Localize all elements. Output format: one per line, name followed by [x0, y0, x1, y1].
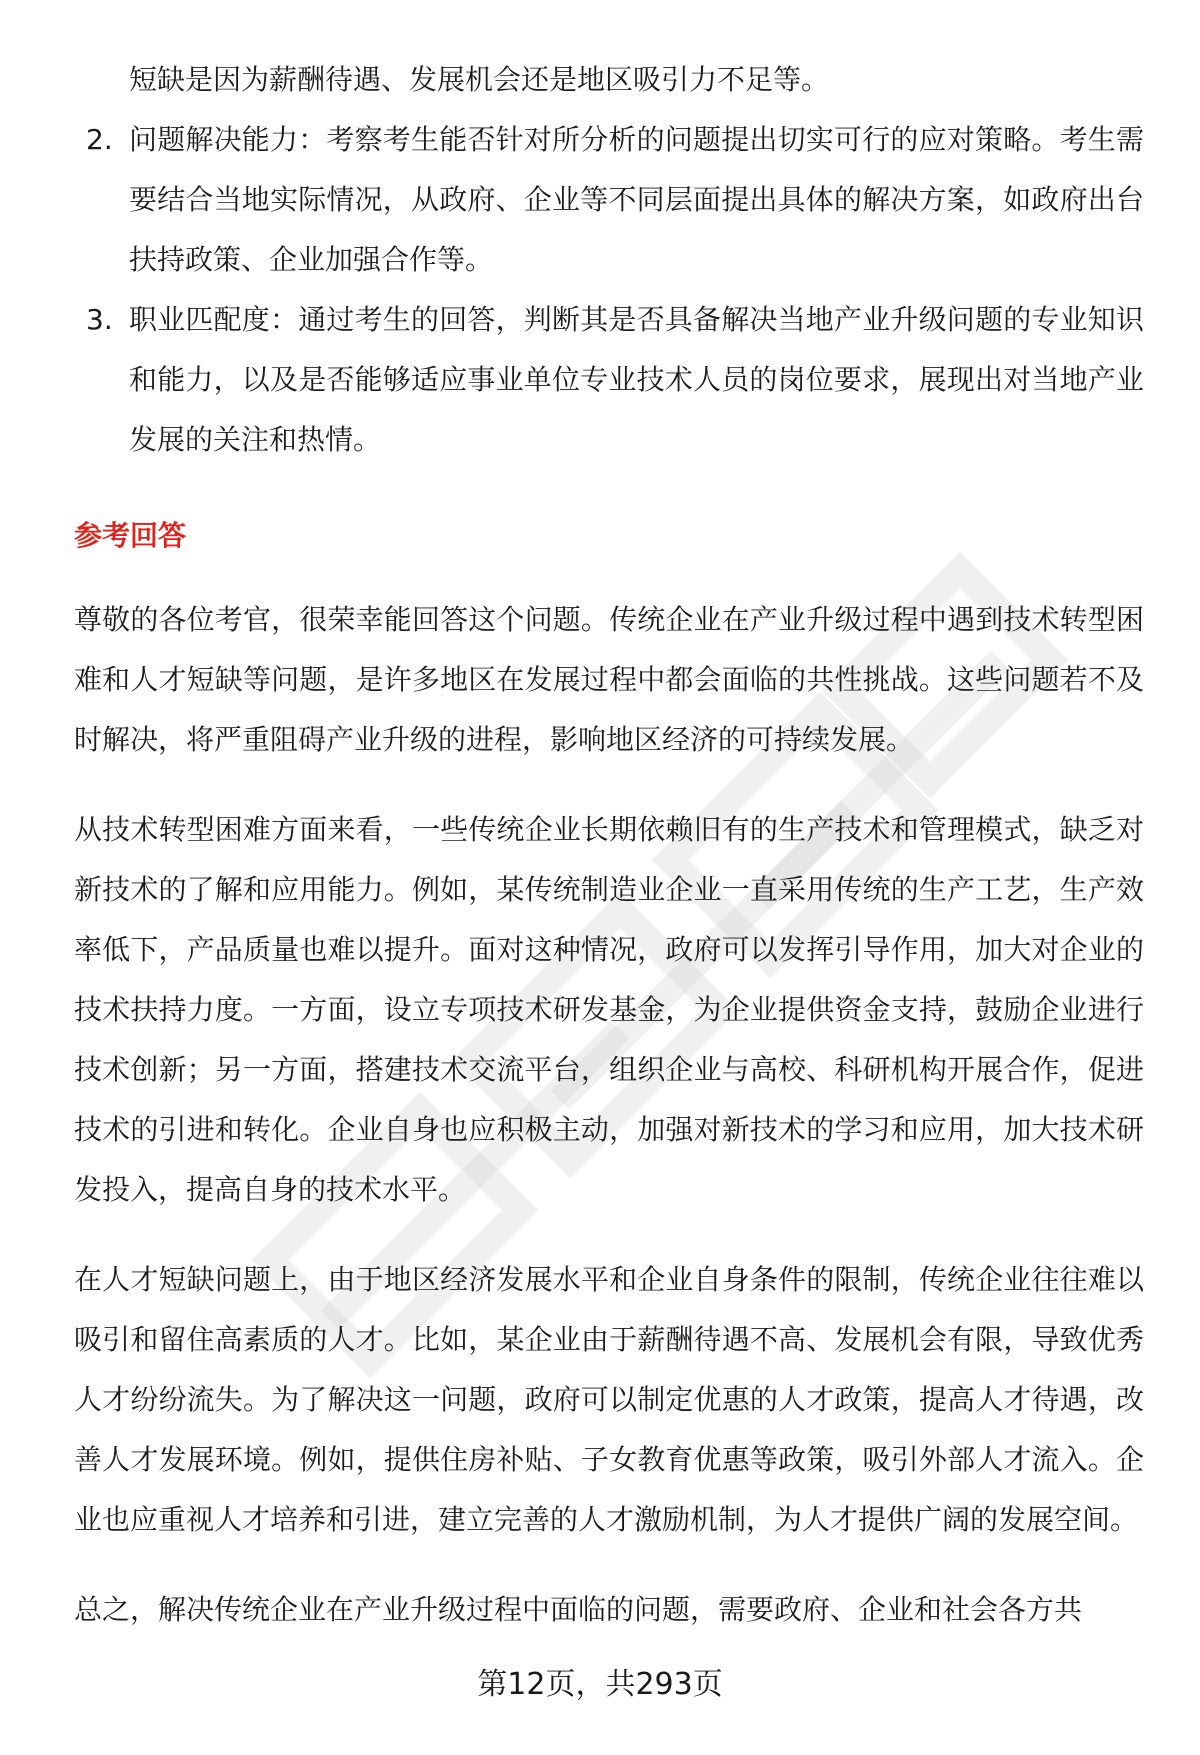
- answer-paragraph-intro: 尊敬的各位考官，很荣幸能回答这个问题。传统企业在产业升级过程中遇到技术转型困难和人才短缺等问题，是许多地区在发展过程中都会面临的共性挑战。这些问题若不及时解决，将严重阻碍产业升级的进程，影响地区经济的可持续发展。: [74, 603, 1144, 756]
- list-item: [74, 110, 1144, 290]
- list-item: [74, 290, 1144, 470]
- list-item-number: 2.: [86, 123, 113, 156]
- list-item-text: 职业匹配度：通过考生的回答，判断其是否具备解决当地产业升级问题的专业知识和能力，以及是否能够适应事业单位专业技术人员的岗位要求，展现出对当地产业发展的关注和热情。: [129, 303, 1144, 456]
- evaluation-criteria-list: [74, 110, 1144, 470]
- list-item-number: 3.: [86, 303, 113, 336]
- answer-paragraph-technology: 从技术转型困难方面来看，一些传统企业长期依赖旧有的生产技术和管理模式，缺乏对新技术的了解和应用能力。例如，某传统制造业企业一直采用传统的生产工艺，生产效率低下，产品质量也难以提升。面对这种情况，政府可以发挥引导作用，加大对企业的技术扶持力度。一方面，设立专项技术研发基金，为企业提供资金支持，鼓励企业进行技术创新；另一方面，搭建技术交流平台，组织企业与高校、科研机构开展合作，促进技术的引进和转化。企业自身也应积极主动，加强对新技术的学习和应用，加大技术研发投入，提高自身的技术水平。: [74, 813, 1144, 1206]
- reference-answer-heading: 参考回答: [74, 519, 187, 552]
- answer-paragraph-talent: 在人才短缺问题上，由于地区经济发展水平和企业自身条件的限制，传统企业往往难以吸引和留住高素质的人才。比如，某企业由于薪酬待遇不高、发展机会有限，导致优秀人才纷纷流失。为了解决这一问题，政府可以制定优惠的人才政策，提高人才待遇，改善人才发展环境。例如，提供住房补贴、子女教育优惠等政策，吸引外部人才流入。企业也应重视人才培养和引进，建立完善的人才激励机制，为人才提供广阔的发展空间。: [74, 1263, 1144, 1536]
- answer-paragraph-conclusion: 总之，解决传统企业在产业升级过程中面临的问题，需要政府、企业和社会各方共: [74, 1593, 1083, 1626]
- continuation-line: 短缺是因为薪酬待遇、发展机会还是地区吸引力不足等。: [129, 63, 830, 96]
- page-number-footer: 第12页，共293页: [477, 1667, 723, 1702]
- page-content: [74, 50, 1144, 1670]
- list-item-text: 问题解决能力：考察考生能否针对所分析的问题提出切实可行的应对策略。考生需要结合当地实际情况，从政府、企业等不同层面提出具体的解决方案，如政府出台扶持政策、企业加强合作等。: [129, 123, 1144, 276]
